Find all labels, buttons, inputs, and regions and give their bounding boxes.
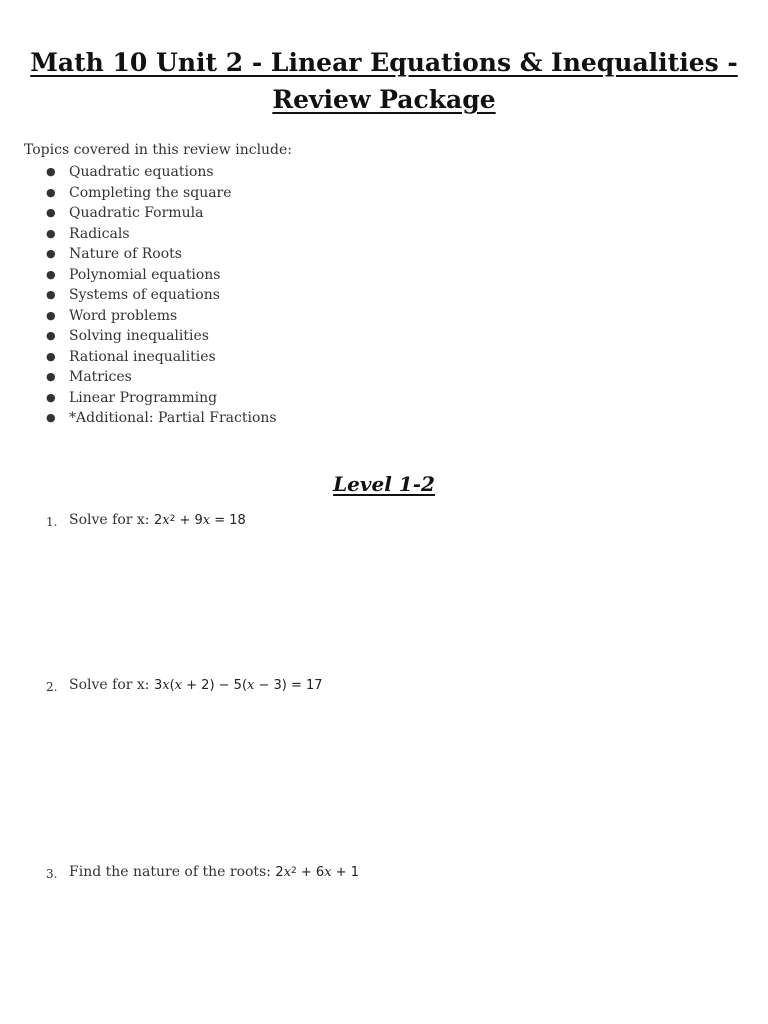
eq-variable: x <box>174 678 183 693</box>
eq-coefficient: 2 <box>153 513 163 528</box>
topic-label: Word problems <box>69 307 178 324</box>
eq-variable: x <box>247 678 255 693</box>
eq-variable: x <box>283 865 292 880</box>
eq-variable: x <box>324 865 332 880</box>
topic-label: Nature of Roots <box>69 246 182 262</box>
topics-intro: Topics covered in this review include: <box>24 142 293 158</box>
topic-label: *Additional: Partial Fractions <box>69 410 277 426</box>
level-heading: Level 1-2 <box>333 472 435 496</box>
eq-coefficient: 3 <box>153 678 163 693</box>
eq-term: − 3) = 17 <box>254 678 323 693</box>
eq-variable: x <box>162 678 170 693</box>
topic-label: Quadratic equations <box>69 164 214 180</box>
question-number: 2. <box>46 680 58 694</box>
bullet-icon: ● <box>46 185 56 199</box>
bullet-icon: ● <box>46 206 56 219</box>
topic-label: Linear Programming <box>69 389 218 406</box>
topic-label: Radicals <box>69 225 130 242</box>
eq-exponent: 2 <box>291 866 297 876</box>
topic-label: Quadratic Formula <box>69 205 204 221</box>
bullet-icon: ● <box>46 370 56 383</box>
eq-term: + 1 <box>331 865 359 880</box>
bullet-icon: ● <box>46 411 56 424</box>
topic-label: Completing the square <box>69 184 232 201</box>
question-prompt: Find the nature of the roots: <box>69 864 271 880</box>
page-title: Math 10 Unit 2 - Linear Equations & Inequalities - Review Package <box>30 48 738 114</box>
question-text <box>69 677 323 693</box>
question-prompt: Solve for x: <box>69 512 150 528</box>
question-text <box>69 512 246 528</box>
bullet-icon: ● <box>46 349 56 363</box>
eq-term: + 2) − 5( <box>182 678 248 693</box>
bullet-icon: ● <box>46 288 56 301</box>
bullet-icon: ● <box>46 247 56 260</box>
question-prompt: Solve for x: <box>69 677 150 693</box>
topic-label: Systems of equations <box>69 287 220 303</box>
topic-label: Matrices <box>69 369 132 385</box>
question-text <box>69 864 359 880</box>
bullet-icon: ● <box>46 226 56 240</box>
eq-term: = 18 <box>210 513 246 528</box>
eq-coefficient: 2 <box>275 865 284 880</box>
bullet-icon: ● <box>46 329 56 342</box>
equation <box>154 513 246 528</box>
eq-term: ( <box>169 678 175 693</box>
eq-term: + 6 <box>296 865 325 880</box>
bullet-icon: ● <box>46 267 56 281</box>
eq-variable: x <box>162 513 170 528</box>
topic-label: Rational inequalities <box>69 348 216 365</box>
eq-term: + 9 <box>175 513 203 528</box>
question-number: 3. <box>46 867 58 881</box>
bullet-icon: ● <box>46 165 56 178</box>
bullet-icon: ● <box>46 308 56 322</box>
equation <box>275 865 359 880</box>
equation <box>154 678 323 693</box>
topic-label: Polynomial equations <box>69 266 221 283</box>
bullet-icon: ● <box>46 390 56 404</box>
eq-exponent: 2 <box>169 514 176 524</box>
eq-variable: x <box>202 513 211 528</box>
question-number: 1. <box>46 515 58 529</box>
topic-label: Solving inequalities <box>69 328 209 344</box>
